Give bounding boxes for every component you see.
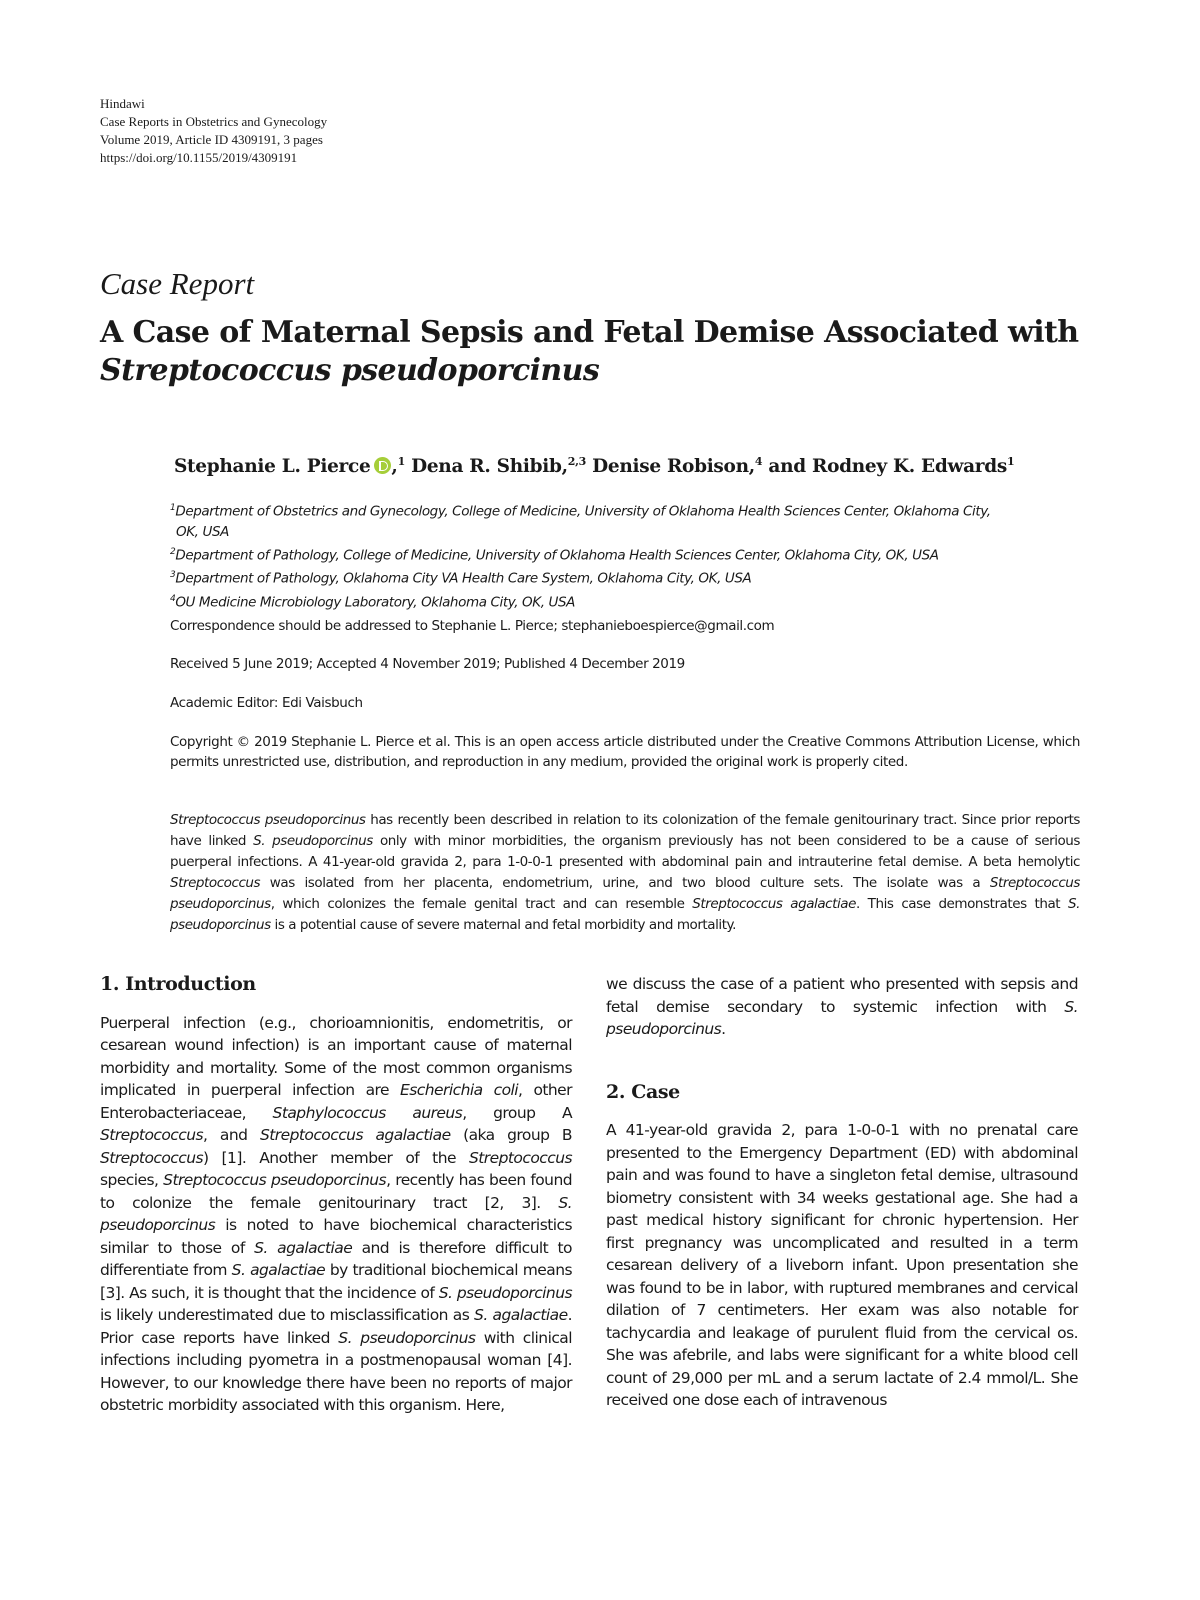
affiliation-text: OU Medicine Microbiology Laboratory, Oklahoma City, OK, USA [175, 594, 576, 610]
article-type: Case Report [100, 266, 255, 301]
journal-header [100, 95, 327, 167]
affiliation-item [170, 589, 1070, 613]
author-affil-sup: 1 [397, 455, 405, 468]
italic-term: S. pseudoporcinus [606, 997, 1078, 1038]
intro-paragraph-continued [606, 973, 1078, 1041]
affiliation-item [170, 542, 1070, 566]
correspondence: Correspondence should be addressed to Stephanie L. Pierce; stephanieboespierce@gmail.com [170, 618, 775, 634]
orcid-icon[interactable] [374, 457, 391, 474]
affiliation-text: Department of Obstetrics and Gynecology, College of Medicine, University of Oklahoma Health Sciences Center, Oklahoma City, [175, 503, 991, 520]
italic-term: Streptococcus [100, 1126, 204, 1144]
column-left [100, 973, 572, 1417]
author-list: Stephanie L. Pierce ,$^1$ Dena R. Shibib,$^{2,3}$ Denise Robison,$^4$ and Rodney K. Edwards$^1$ [174, 455, 1015, 478]
affiliation-item [170, 498, 1070, 522]
italic-term: S. pseudoporcinus [338, 1328, 476, 1347]
affiliation-number: 1 [170, 503, 176, 513]
italic-term: S. pseudoporcinus [100, 1193, 572, 1234]
text-run: has recently been described in relation to its colonization of the female genitourinary tract. Since prior reports have linked [170, 812, 1080, 849]
text-run: ) [1]. Another member of the [203, 1148, 469, 1167]
doi-link[interactable]: https://doi.org/10.1155/2019/4309191 [100, 150, 298, 165]
intro-paragraph [100, 1012, 572, 1417]
text-run: with clinical infections including pyometra in a postmenopausal woman [4]. However, to our knowledge there have been no reports of major obstetric morbidity associated with this organism. Here, [100, 1328, 572, 1414]
text-run: is a potential cause of severe maternal and fetal morbidity and mortality. [270, 917, 736, 933]
text-run: is likely underestimated due to misclassification as [100, 1306, 475, 1324]
text-run: we discuss the case of a patient who presented with sepsis and fetal demise secondary to systemic infection with [606, 975, 1078, 1016]
italic-term: Staphylococcus aureus [272, 1103, 463, 1122]
case-paragraph [606, 1119, 1078, 1412]
italic-term: S. pseudoporcinus [438, 1283, 572, 1302]
text-run: Puerperal infection (e.g., chorioamnionitis, endometritis, or cesarean wound infection) is an important cause of maternal morbidity and mortality. Some of the most common organisms implicated in puerperal infection are [100, 1013, 572, 1099]
title-line-1: A Case of Maternal Sepsis and Fetal Demise Associated with [100, 315, 1079, 350]
italic-term: S. agalactiae [474, 1306, 568, 1324]
italic-term: Streptococcus pseudoporcinus [170, 812, 366, 828]
author-name: Stephanie L. Pierce [174, 456, 371, 478]
italic-term: S. pseudoporcinus [170, 896, 1080, 933]
text-run: and is therefore difficult to differentiate from [100, 1238, 572, 1279]
italic-term: S. agalactiae [254, 1238, 353, 1257]
publication-dates: Received 5 June 2019; Accepted 4 November 2019; Published 4 December 2019 [170, 656, 685, 672]
text-run: . [721, 1020, 726, 1038]
author-name: Dena R. Shibib, [411, 456, 568, 478]
affiliation-continuation: OK, USA [176, 523, 229, 540]
text-run: by traditional biochemical means [3]. As such, it is thought that the incidence of [100, 1261, 573, 1302]
text-run: only with minor morbidities, the organism previously has not been considered to be a cause of serious puerperal infections. A 41-year-old gravida 2, para 1-0-0-1 presented with abdominal pain and intrauterine fetal demise. A beta hemolytic [170, 833, 1080, 870]
article-title [100, 314, 1100, 390]
text-run: . Prior case reports have linked [100, 1306, 573, 1347]
affiliation-item [170, 565, 1070, 589]
italic-term: Streptococcus pseudoporcinus [170, 875, 1080, 912]
italic-term: Streptococcus [468, 1148, 572, 1167]
affiliation-number: 2 [170, 546, 176, 557]
affiliation-number: 4 [170, 593, 176, 604]
abstract [170, 810, 1080, 936]
italic-term: S. pseudoporcinus [253, 833, 373, 849]
italic-term: Escherichia coli [400, 1081, 519, 1099]
section-heading-case: 2. Case [606, 1080, 680, 1103]
author-affil-sup: 1 [1007, 455, 1015, 468]
affiliations [170, 498, 1070, 612]
copyright-notice: Copyright © 2019 Stephanie L. Pierce et al. This is an open access article distributed under the Creative Commons Attribution License, which permits unrestricted use, distribution, and reproduction in any medium, provided the original work is properly cited. [170, 734, 1080, 770]
italic-term: Streptococcus agalactiae [259, 1126, 451, 1144]
text-run: , and [203, 1126, 260, 1144]
italic-term: S. agalactiae [231, 1261, 326, 1279]
author-name: Denise Robison, [592, 456, 755, 478]
text-run: (aka group B [450, 1126, 573, 1144]
text-run: was isolated from her placenta, endometrium, urine, and two blood culture sets. The isolate was a [260, 875, 990, 891]
italic-term: Streptococcus [170, 875, 261, 891]
academic-editor: Academic Editor: Edi Vaisbuch [170, 695, 363, 711]
affiliation-text: Department of Pathology, Oklahoma City VA Health Care System, Oklahoma City, OK, USA [175, 570, 752, 587]
section-heading-introduction: 1. Introduction [100, 973, 256, 995]
text-run: , which colonizes the female genital tract and can resemble [270, 896, 693, 912]
text-run: species, [100, 1171, 164, 1189]
text-run: . This case demonstrates that [855, 896, 1069, 912]
text-run: , group A [462, 1103, 573, 1122]
title-line-2: Streptococcus pseudoporcinus [100, 353, 600, 388]
affiliation-text: Department of Pathology, College of Medicine, University of Oklahoma Health Sciences Center, Oklahoma City, OK, USA [175, 547, 939, 563]
affiliation-number: 3 [170, 570, 176, 580]
text-run: , recently has been found to colonize the female genitourinary tract [2, 3]. [100, 1171, 573, 1212]
author-affil-sup: 4 [754, 455, 763, 468]
publisher-name: Hindawi [100, 96, 145, 111]
text-run: is noted to have biochemical characteristics similar to those of [100, 1216, 572, 1257]
column-right [606, 973, 1078, 1412]
author-affil-sup: 2,3 [567, 455, 586, 468]
italic-term: Streptococcus [100, 1148, 204, 1167]
author-name: and Rodney K. Edwards [768, 456, 1007, 478]
text-run: , other Enterobacteriaceae, [100, 1081, 572, 1122]
italic-term: Streptococcus agalactiae [692, 896, 856, 912]
text-run: A 41-year-old gravida 2, para 1-0-0-1 with no prenatal care presented to the Emergency Department (ED) with abdominal pain and was found to have a singleton fetal demise, ultrasound biometry consistent with 34 weeks gestational age. She had a past medical history significant for chronic hypertension. Her first pregnancy was uncomplicated and resulted in a term cesarean delivery of a liveborn infant. Upon presentation she was found to be in labor, with ruptured membranes and cervical dilation of 7 centimeters. Her exam was also notable for tachycardia and leakage of purulent fluid from the cervical os. She was afebrile, and labs were significant for a white blood cell count of 29,000 per mL and a serum lactate of 2.4 mmol/L. She received one dose each of intravenous [606, 1121, 1078, 1409]
journal-name: Case Reports in Obstetrics and Gynecology [100, 114, 328, 129]
volume-info: Volume 2019, Article ID 4309191, 3 pages [100, 132, 323, 147]
italic-term: Streptococcus pseudoporcinus [163, 1171, 387, 1189]
